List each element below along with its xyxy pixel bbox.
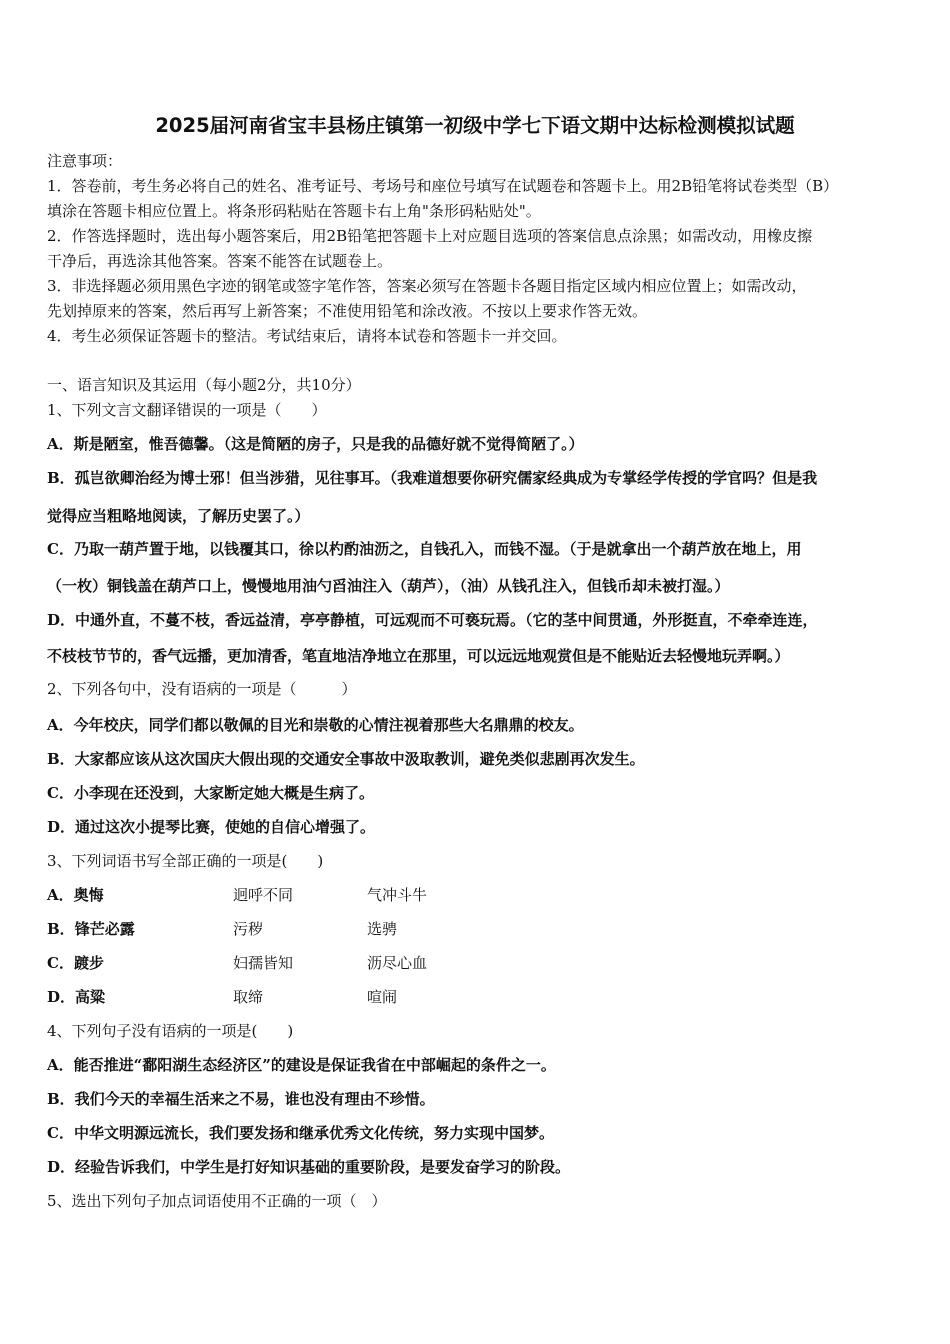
q3-word: 迥呼不同 xyxy=(233,886,294,904)
q3-word: 奥悔 xyxy=(73,886,104,904)
notice-line: 1．答卷前，考生务必将自己的姓名、准考证号、考场号和座位号填写在试题卷和答题卡上。用2B铅笔将试卷类型（B） xyxy=(47,177,839,195)
q3-option-label: B． xyxy=(47,920,75,938)
page-title: 2025届河南省宝丰县杨庄镇第一初级中学七下语文期中达标检测模拟试题 xyxy=(155,114,795,137)
q1-stem: 1、下列文言文翻译错误的一项是（ ） xyxy=(47,401,327,419)
q1-option-c: C．乃取一葫芦置于地，以钱覆其口，徐以杓酌油沥之，自钱孔入，而钱不湿。（于是就拿出一个葫芦放在地上，用 xyxy=(47,540,802,558)
q3-word: 取缔 xyxy=(233,988,264,1006)
q2-option-c: C．小李现在还没到，大家断定她大概是生病了。 xyxy=(47,784,374,802)
q2-stem: 2、下列各句中，没有语病的一项是（ ） xyxy=(47,680,357,698)
q3-word: 选骋 xyxy=(367,920,398,938)
q3-option-label: C． xyxy=(47,954,74,972)
q1-option-c-cont: （一枚）铜钱盖在葫芦口上，慢慢地用油勺舀油注入（葫芦），（油）从钱孔注入，但钱币却未被打湿。） xyxy=(47,577,730,595)
q3-stem: 3、下列词语书写全部正确的一项是( ) xyxy=(47,852,324,870)
q5-stem: 5、选出下列句子加点词语使用不正确的一项（ ） xyxy=(47,1192,387,1210)
q4-stem: 4、下列句子没有语病的一项是( ) xyxy=(47,1022,294,1040)
q1-option-d: D．中通外直，不蔓不枝，香远益清，亭亭静植，可远观而不可亵玩焉。（它的茎中间贯通，外形挺直，不牵牵连连， xyxy=(47,611,818,629)
q3-word: 气冲斗牛 xyxy=(367,886,428,904)
q3-option-label: D． xyxy=(47,988,76,1006)
notice-line: 填涂在答题卡相应位置上。将条形码粘贴在答题卡右上角"条形码粘贴处"。 xyxy=(47,202,541,220)
notice-line: 先划掉原来的答案，然后再写上新答案；不准使用铅笔和涂改液。不按以上要求作答无效。 xyxy=(47,302,648,320)
q3-word: 锋芒必露 xyxy=(74,920,135,938)
q4-option-a: A．能否推进“鄱阳湖生态经济区”的建设是保证我省在中部崛起的条件之一。 xyxy=(47,1056,556,1074)
q2-option-a: A．今年校庆，同学们都以敬佩的目光和崇敬的心情注视着那些大名鼎鼎的校友。 xyxy=(47,716,584,734)
q3-word: 踱步 xyxy=(73,954,104,972)
q1-option-b-cont: 觉得应当粗略地阅读，了解历史罢了。） xyxy=(47,507,310,525)
q3-word: 妇孺皆知 xyxy=(233,954,294,972)
q3-word: 沥尽心血 xyxy=(367,954,428,972)
q3-word: 喧闹 xyxy=(367,988,398,1006)
q4-option-d: D．经验告诉我们，中学生是打好知识基础的重要阶段，是要发奋学习的阶段。 xyxy=(47,1158,571,1176)
notice-line: 3．非选择题必须用黑色字迹的钢笔或签字笔作答，答案必须写在答题卡各题目指定区域内相应位置上；如需改动， xyxy=(47,277,807,295)
notice-heading: 注意事项： xyxy=(47,152,123,170)
q1-option-d-cont: 不枝枝节节的，香气远播，更加清香，笔直地洁净地立在那里，可以远远地观赏但是不能贴近去轻慢地玩弄啊。） xyxy=(47,647,790,665)
notice-line: 2．作答选择题时，选出每小题答案后，用2B铅笔把答题卡上对应题目选项的答案信息点涂黑；如需改动，用橡皮擦 xyxy=(47,227,813,245)
q1-option-b: B．孤岂欲卿治经为博士邪！但当涉猎，见往事耳。（我难道想要你研究儒家经典成为专掌经学传授的学官吗？但是我 xyxy=(47,469,818,487)
q3-word: 高粱 xyxy=(75,988,106,1006)
section-heading: 一、语言知识及其运用（每小题2分，共10分） xyxy=(47,376,361,394)
q2-option-d: D．通过这次小提琴比赛，使她的自信心增强了。 xyxy=(47,818,376,836)
q3-word: 污秽 xyxy=(233,920,264,938)
q3-option-row xyxy=(47,953,104,973)
q4-option-b: B．我们今天的幸福生活来之不易，谁也没有理由不珍惜。 xyxy=(47,1090,435,1108)
q3-option-label: A． xyxy=(47,886,74,904)
q1-option-a: A．斯是陋室，惟吾德馨。（这是简陋的房子，只是我的品德好就不觉得简陋了。） xyxy=(47,435,584,453)
q3-option-row xyxy=(47,987,105,1007)
q3-option-row xyxy=(47,885,104,905)
notice-line: 干净后，再选涂其他答案。答案不能答在试题卷上。 xyxy=(47,252,393,270)
notice-line: 4．考生必须保证答题卡的整洁。考试结束后，请将本试卷和答题卡一并交回。 xyxy=(47,327,567,345)
q2-option-b: B．大家都应该从这次国庆大假出现的交通安全事故中汲取教训，避免类似悲剧再次发生。 xyxy=(47,750,645,768)
q4-option-c: C．中华文明源远流长，我们要发扬和继承优秀文化传统，努力实现中国梦。 xyxy=(47,1124,554,1142)
q3-option-row xyxy=(47,919,135,939)
